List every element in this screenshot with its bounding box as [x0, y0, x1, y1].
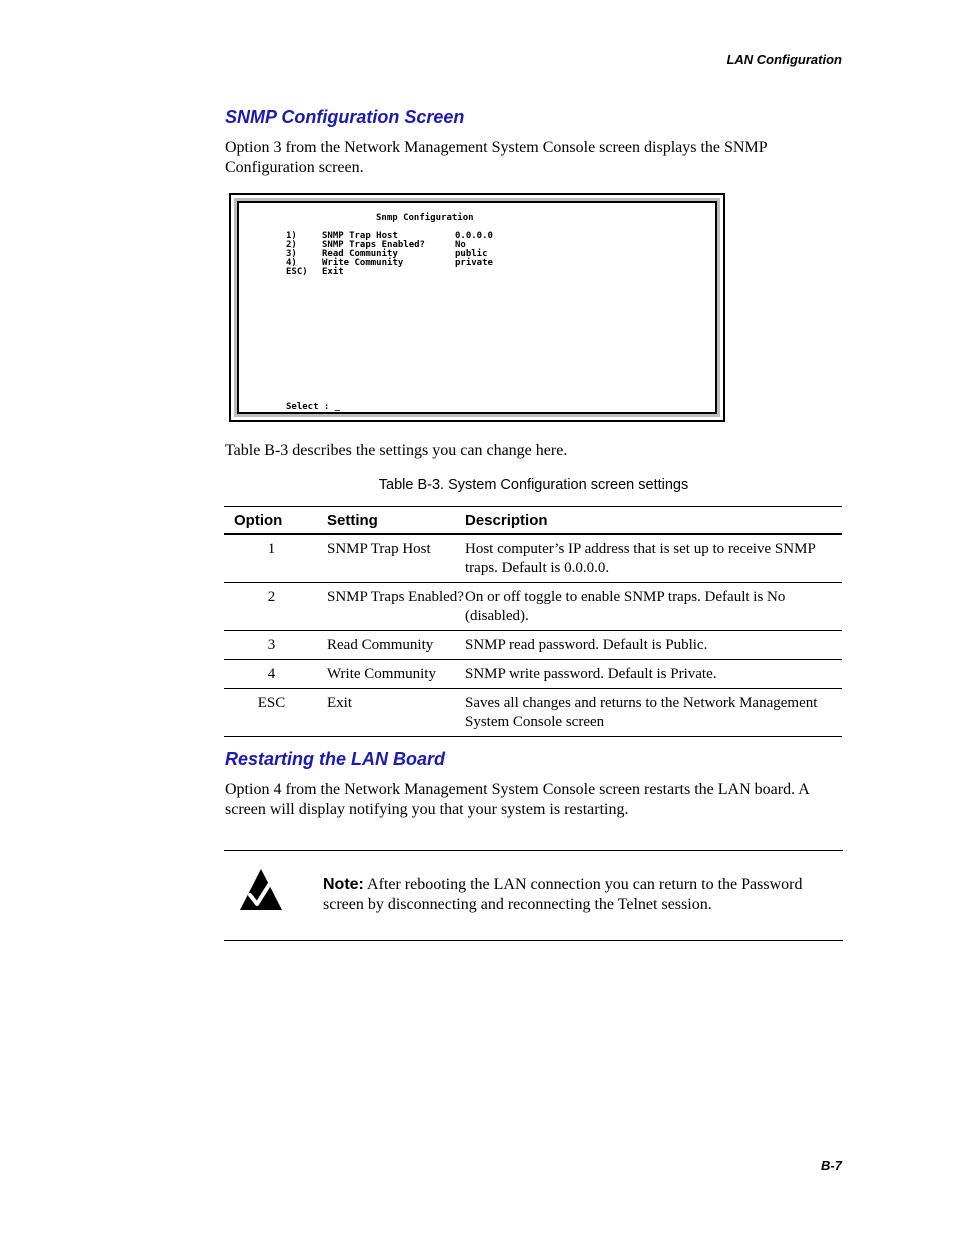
table-caption: Table B-3. System Configuration screen settings [378, 477, 689, 493]
snmp-intro-paragraph: Option 3 from the Network Management System Console screen displays the SNMP Configuration screen. [225, 139, 767, 176]
settings-table [224, 507, 842, 737]
cell-option: 3 [224, 631, 319, 660]
table-row [224, 689, 842, 737]
cell-description: SNMP read password. Default is Public. [465, 631, 842, 660]
cell-description: SNMP write password. Default is Private. [465, 660, 842, 689]
page-number: B-7 [821, 1158, 842, 1173]
note-top-rule [224, 850, 843, 851]
cell-setting: Write Community [319, 660, 465, 689]
terminal-menu-value: 0.0.0.0 [455, 231, 493, 241]
terminal-title: Snmp Configuration [376, 213, 474, 223]
section-heading-restart: Restarting the LAN Board [225, 749, 446, 769]
table-intro-paragraph: Table B-3 describes the settings you can change here. [225, 442, 568, 459]
cell-option: ESC [224, 689, 319, 737]
terminal-menu-item [286, 259, 686, 268]
table-row [224, 660, 842, 689]
note-bottom-rule [224, 940, 843, 941]
table-row [224, 534, 842, 583]
terminal-menu-key: 4) [286, 258, 297, 268]
cell-setting: Exit [319, 689, 465, 737]
terminal-menu-label: Exit [322, 267, 344, 277]
terminal-menu-key: 2) [286, 240, 297, 250]
cell-setting: Read Community [319, 631, 465, 660]
terminal-menu-key: 3) [286, 249, 297, 259]
terminal-menu-label: Write Community [322, 258, 404, 268]
terminal-menu-label: SNMP Trap Host [322, 231, 398, 241]
table-header-row [224, 507, 842, 534]
note-checkmark-icon [240, 867, 283, 912]
table-row [224, 583, 842, 631]
note-text [323, 875, 843, 915]
terminal-menu-label: SNMP Traps Enabled? [322, 240, 425, 250]
terminal-menu-item [286, 268, 686, 277]
cell-description: On or off toggle to enable SNMP traps. Default is No (disabled). [465, 583, 842, 631]
note-label: Note: [323, 876, 364, 893]
terminal-menu-value: No [455, 240, 466, 250]
cell-setting: SNMP Trap Host [319, 534, 465, 583]
cell-setting: SNMP Traps Enabled? [319, 583, 465, 631]
table-row [224, 631, 842, 660]
header-description: Description [465, 507, 842, 534]
section-heading-snmp: SNMP Configuration Screen [225, 107, 465, 127]
cell-option: 4 [224, 660, 319, 689]
header-setting: Setting [319, 507, 465, 534]
terminal-prompt: Select : _ [286, 402, 341, 412]
cell-option: 2 [224, 583, 319, 631]
header-option: Option [224, 507, 319, 534]
cell-option: 1 [224, 534, 319, 583]
terminal-menu-key: ESC) [286, 267, 308, 277]
terminal-menu-key: 1) [286, 231, 297, 241]
restart-paragraph: Option 4 from the Network Management System Console screen restarts the LAN board. A screen will display notifying you that your system is restarting. [225, 781, 809, 818]
cell-description: Host computer’s IP address that is set up to receive SNMP traps. Default is 0.0.0.0. [465, 534, 842, 583]
running-header: LAN Configuration [726, 52, 842, 67]
terminal-window [234, 198, 720, 417]
note-body: After rebooting the LAN connection you can return to the Password screen by disconnecting and reconnecting the Telnet session. [323, 876, 803, 913]
terminal-menu-label: Read Community [322, 249, 398, 259]
cell-description: Saves all changes and returns to the Network Management System Console screen [465, 689, 842, 737]
terminal-menu-value: public [455, 249, 488, 259]
terminal-menu-value: private [455, 258, 493, 268]
snmp-configuration-screenshot [229, 193, 725, 422]
table-body [224, 534, 842, 737]
